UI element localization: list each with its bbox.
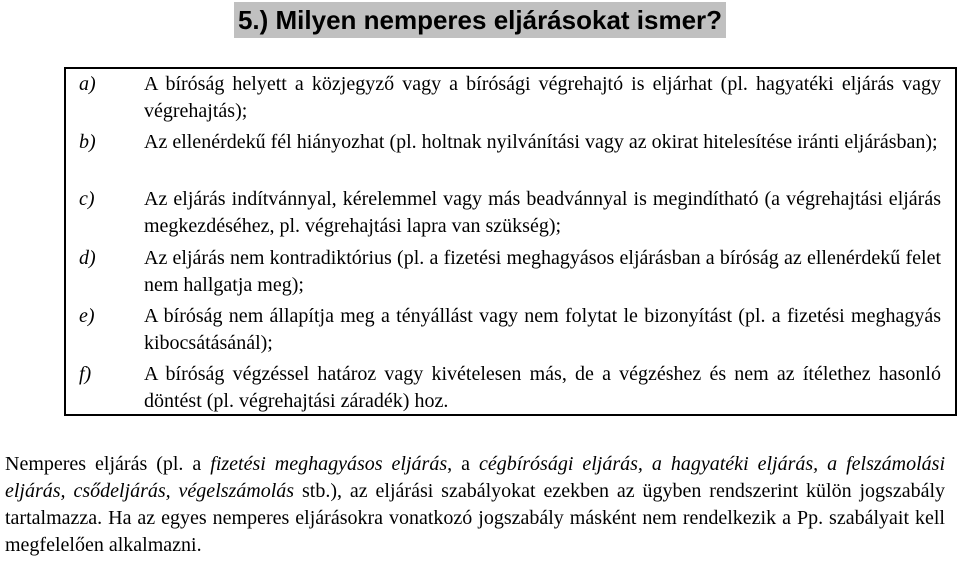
item-text: Az eljárás nem kontradiktórius (pl. a fizetési meghagyásos eljárásban a bíróság az ellenérdekű felet nem hallgatja meg);: [144, 247, 941, 296]
paragraph-italic: fizetési meghagyásos eljárás: [210, 453, 448, 475]
item-text: Az ellenérdekű fél hiányozhat (pl. holtnak nyilvánítási vagy az okirat hitelesítése iránti eljárásban);: [144, 131, 938, 153]
paragraph-text: stb.), az eljárási szabályokat ezekben az ügyben rendszerint külön jogszabály tartalmazza. Ha az egyes nemperes eljárásokra vonatkozó jogszabály másként nem rendelkezik a Pp. szabályait kell megfelelően alkalmazni.: [5, 480, 946, 556]
paragraph-text: , a: [447, 453, 479, 475]
list-box: [64, 67, 957, 416]
paragraph-italic: cégbírósági eljárás, a hagyatéki eljárás, a felszámolási eljárás, csődeljárás, végelszámolás: [5, 453, 946, 502]
item-letter: f): [79, 363, 92, 385]
item-text: A bíróság nem állapítja meg a tényállást vagy nem folytat le bizonyítást (pl. a fizetési meghagyás kibocsátásánál);: [144, 305, 941, 354]
item-text: Az eljárás indítvánnyal, kérelemmel vagy más beadvánnyal is megindítható (a végrehajtási eljárás megkezdéséhez, pl. végrehajtási lapra van szükség);: [144, 188, 941, 237]
item-letter: a): [79, 73, 96, 95]
item-letter: b): [79, 131, 96, 153]
item-text: A bíróság helyett a közjegyző vagy a bírósági végrehajtó is eljárhat (pl. hagyatéki eljárás vagy végrehajtás);: [144, 73, 941, 122]
title-container: [0, 2, 960, 38]
paragraph-text: Nemperes eljárás (pl. a: [5, 453, 211, 475]
item-letter: e): [79, 305, 95, 327]
item-letter: c): [79, 188, 95, 210]
page-title: 5.) Milyen nemperes eljárásokat ismer?: [234, 2, 726, 38]
item-letter: d): [79, 247, 96, 269]
item-text: A bíróság végzéssel határoz vagy kivételesen más, de a végzéshez és nem az ítélethez hasonló döntést (pl. végrehajtási záradék) hoz.: [144, 363, 941, 412]
body-paragraph: [5, 451, 945, 559]
